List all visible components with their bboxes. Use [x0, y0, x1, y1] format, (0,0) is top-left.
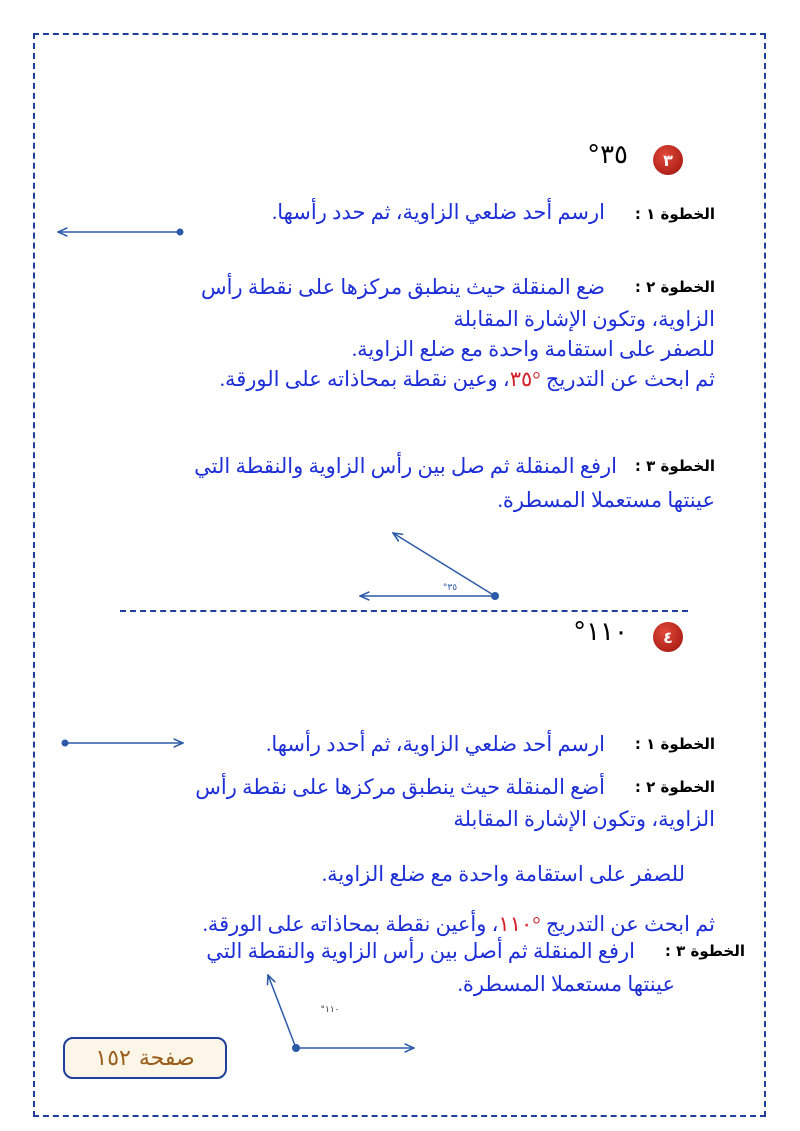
step2-line4-end-3: ، وعين نقطة بمحاذاته على الورقة. [219, 367, 510, 391]
ray-step1-4 [62, 740, 184, 747]
exercise-number-badge-3: ٣ [653, 145, 683, 175]
step3-label-3: الخطوة ٣ : [634, 457, 715, 475]
angle-label-35: °٣٥ [442, 583, 458, 593]
step3-line1-3: ارفع المنقلة ثم صل بين رأس الزاوية والنقطة التي [194, 454, 617, 478]
step2-line3-3: للصفر على استقامة واحدة مع ضلع الزاوية. [351, 337, 715, 361]
exercise-angle-title-4: °١١٠ [573, 617, 628, 647]
step2-angle-value-4: °١١٠ [498, 912, 541, 936]
step2-line1-3: ضع المنقلة حيث ينطبق مركزها على نقطة رأس [201, 275, 605, 299]
step1-label-4: الخطوة ١ : [634, 735, 715, 753]
step3-line1-4: ارفع المنقلة ثم أصل بين رأس الزاوية والنقطة التي [206, 939, 635, 963]
step2-angle-value-3: °٣٥ [509, 367, 541, 391]
step2-line4-start-4: ثم ابحث عن التدريج [540, 912, 715, 936]
step2-line2-3: الزاوية، وتكون الإشارة المقابلة [453, 307, 715, 331]
step2-line1-4: أضع المنقلة حيث ينطبق مركزها على نقطة رأس [195, 775, 605, 799]
step3-line2-4: عينتها مستعملا المسطرة. [457, 972, 675, 996]
step2-line2-4: الزاوية، وتكون الإشارة المقابلة [453, 807, 715, 831]
step2-line4-end-4: ، وأعين نقطة بمحاذاته على الورقة. [202, 912, 499, 936]
step1-text-3: ارسم أحد ضلعي الزاوية، ثم حدد رأسها. [271, 200, 605, 224]
step1-label-3: الخطوة ١ : [634, 205, 715, 223]
angle-figure-110 [268, 975, 414, 1052]
step3-label-4: الخطوة ٣ : [664, 942, 745, 960]
step3-line2-3: عينتها مستعملا المسطرة. [497, 488, 715, 512]
exercise-angle-title-3: °٣٥ [587, 140, 628, 170]
ray-step1-3 [58, 229, 184, 236]
page-number: ١٥٢ [95, 1045, 131, 1071]
exercise-number-badge-4: ٤ [653, 622, 683, 652]
page-word: صفحة [138, 1045, 195, 1071]
angle-label-110: °١١٠ [320, 1005, 340, 1015]
step1-text-4: ارسم أحد ضلعي الزاوية، ثم أحدد رأسها. [266, 732, 605, 756]
step2-line3-4: للصفر على استقامة واحدة مع ضلع الزاوية. [321, 862, 685, 886]
step2-label-3: الخطوة ٢ : [634, 278, 715, 296]
angle-figure-35 [360, 533, 499, 600]
step2-line4-start-3: ثم ابحث عن التدريج [540, 367, 715, 391]
step2-label-4: الخطوة ٢ : [634, 778, 715, 796]
